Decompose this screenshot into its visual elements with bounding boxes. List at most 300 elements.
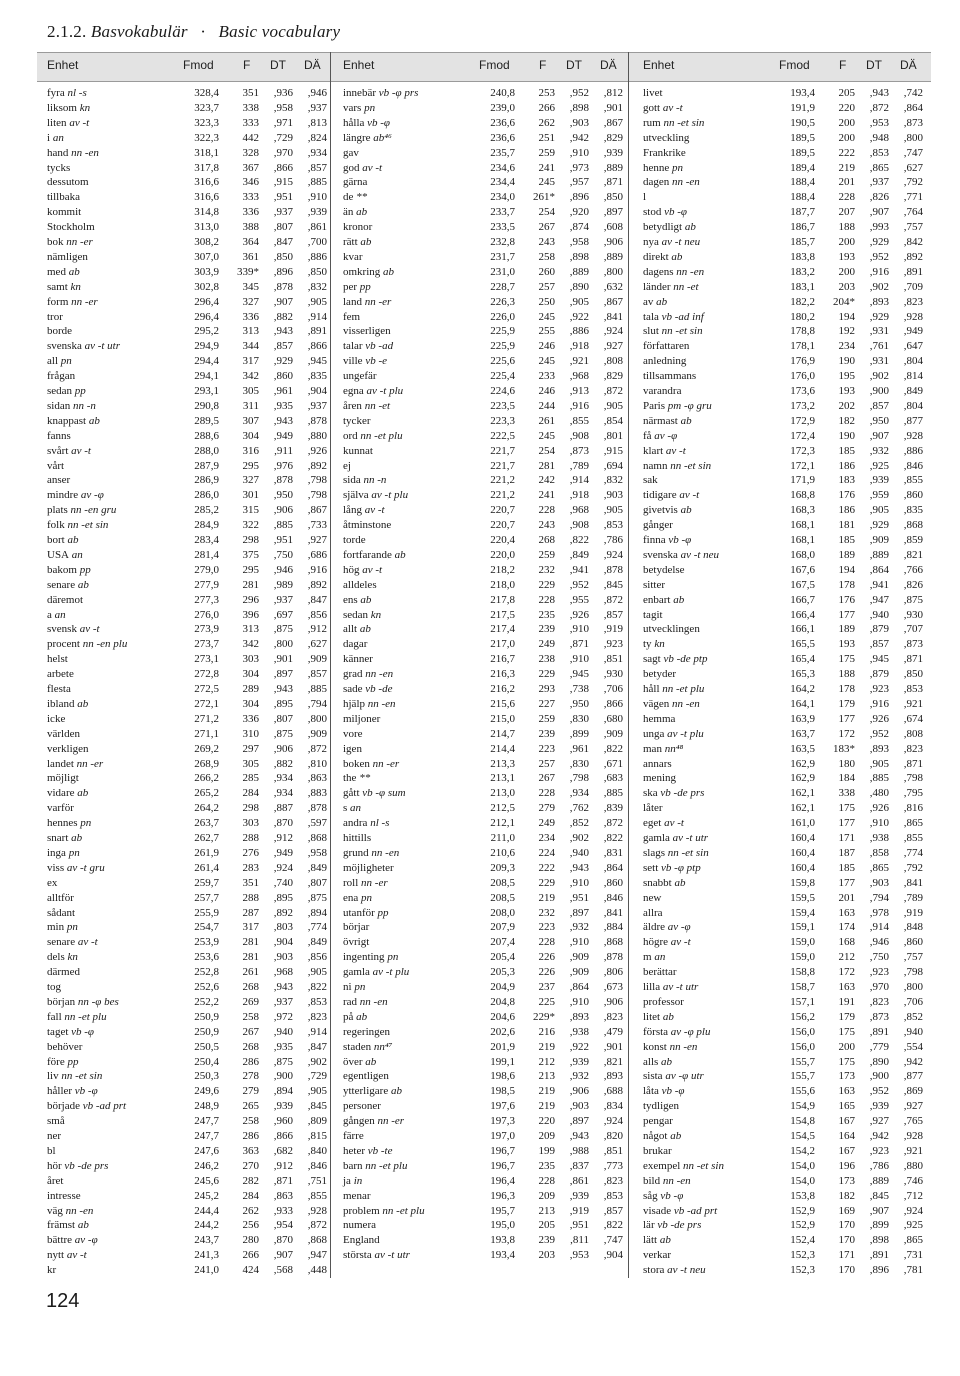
entry-fmod: 232,8: [490, 236, 515, 248]
entry-word: [343, 190, 367, 205]
entry-f: 234: [538, 832, 555, 844]
table-row: [343, 161, 633, 176]
table-row: [47, 563, 337, 578]
table-row: [343, 876, 633, 891]
entry-fmod: 246,2: [194, 1159, 219, 1172]
entry-da: ,673: [603, 981, 623, 993]
entry-fmod: 308,2: [194, 236, 219, 248]
entry-f: 200: [838, 1040, 855, 1053]
entry-f: 188: [838, 668, 855, 681]
entry-grammar: av -φ utr: [662, 1070, 704, 1083]
table-row: [343, 608, 633, 623]
table-row: [343, 116, 633, 131]
entry-fmod: 218,2: [490, 563, 515, 576]
header-enhet: Enhet: [643, 58, 675, 72]
entry-dt: ,918: [569, 489, 589, 502]
table-row: [47, 608, 337, 623]
entry-word: [47, 429, 71, 444]
entry-grammar: nn -en: [660, 1174, 691, 1187]
entry-grammar: nn -et plu: [379, 1204, 425, 1217]
entry-da: ,851: [603, 1144, 623, 1157]
table-row: [47, 1129, 337, 1144]
entry-fmod: 190,5: [790, 116, 815, 129]
entry-dt: ,943: [273, 683, 293, 695]
table-row: [343, 1129, 633, 1144]
entry-lemma: menar: [343, 1189, 371, 1202]
entry-lemma: fall: [47, 1010, 62, 1023]
entry-da: ,878: [307, 414, 327, 427]
entry-f: 279: [242, 1085, 259, 1098]
entry-f: 283: [242, 861, 259, 874]
entry-grammar: ab: [68, 832, 83, 844]
entry-word: [343, 131, 392, 146]
entry-da: ,829: [603, 131, 623, 144]
entry-dt: ,939: [569, 1189, 589, 1202]
entry-da: ,781: [903, 1264, 923, 1277]
entry-lemma: ville: [343, 355, 363, 368]
entry-fmod: 286,0: [194, 489, 219, 502]
entry-dt: ,873: [869, 1010, 889, 1023]
entry-word: [643, 473, 658, 488]
table-row: [643, 742, 933, 757]
entry-da: ,801: [603, 429, 623, 442]
entry-fmod: 294,4: [194, 355, 219, 368]
entry-da: ,824: [307, 131, 327, 144]
table-row: [47, 175, 337, 190]
entry-grammar: nl -s: [64, 87, 87, 99]
table-row: [47, 727, 337, 742]
table-row: [47, 235, 337, 250]
entry-f: 205: [838, 87, 855, 99]
entry-da: ,814: [903, 370, 923, 383]
table-row: [343, 906, 633, 921]
entry-fmod: 283,4: [194, 534, 219, 546]
entry-dt: ,697: [273, 608, 293, 621]
entry-fmod: 323,3: [194, 116, 219, 129]
table-row: [343, 131, 633, 146]
entry-da: ,842: [903, 236, 923, 248]
entry-fmod: 223,5: [490, 399, 515, 412]
entry-da: ,823: [603, 1010, 623, 1023]
entry-fmod: 261,4: [194, 861, 219, 874]
entry-word: [47, 384, 86, 399]
entry-grammar: pp: [72, 385, 86, 397]
table-row: [643, 1099, 933, 1114]
entry-fmod: 166,1: [790, 623, 815, 636]
entry-da: ,928: [903, 310, 923, 323]
table-row: [47, 473, 337, 488]
entry-f: 219: [538, 1040, 555, 1053]
entry-fmod: 196,7: [490, 1144, 515, 1157]
entry-f: 262: [242, 1204, 259, 1217]
table-row: [47, 652, 337, 667]
entry-word: [643, 146, 686, 161]
entry-lemma: barn: [343, 1159, 363, 1172]
entry-grammar: ab: [677, 414, 692, 427]
entry-f: 183: [838, 474, 855, 487]
entry-f: 342: [242, 638, 259, 651]
entry-f: 307: [242, 414, 259, 427]
entry-grammar: av -t utr: [81, 340, 121, 353]
entry-grammar: nn -er: [68, 295, 98, 308]
entry-da: ,923: [603, 638, 623, 651]
table-row: [343, 831, 633, 846]
entry-grammar: pn: [669, 161, 684, 174]
entry-dt: ,937: [273, 593, 293, 606]
entry-lemma: bättre: [47, 1234, 73, 1247]
entry-dt: ,968: [569, 370, 589, 383]
entry-da: ,891: [307, 325, 327, 338]
entry-da: ,688: [603, 1085, 623, 1098]
entry-da: ,804: [903, 399, 923, 412]
entry-f: 259: [538, 146, 555, 159]
entry-grammar: pn: [58, 355, 72, 368]
entry-lemma: borde: [47, 325, 73, 338]
table-row: [47, 488, 337, 503]
entry-lemma: rad: [343, 995, 358, 1008]
entry-da: ,901: [603, 1040, 623, 1053]
entry-da: ,831: [603, 846, 623, 859]
entry-f: 243: [538, 519, 555, 532]
entry-word: [643, 622, 700, 637]
entry-word: [643, 1233, 671, 1248]
entry-dt: ,906: [273, 504, 293, 517]
table-row: [643, 295, 933, 310]
table-row: [343, 652, 633, 667]
entry-f: 305: [242, 385, 259, 397]
entry-word: [343, 682, 392, 697]
entry-word: [643, 1010, 674, 1025]
entry-word: [47, 727, 80, 742]
entry-grammar: nn -er: [374, 1115, 405, 1128]
entry-f: 220: [538, 1115, 555, 1128]
entry-da: ,839: [603, 802, 623, 815]
entry-f: 288: [242, 832, 259, 844]
entry-da: ,857: [603, 1204, 623, 1217]
entry-f: 245: [538, 176, 555, 189]
entry-lemma: liten: [47, 116, 67, 129]
entry-dt: ,875: [273, 1055, 293, 1068]
entry-f: 223: [538, 921, 555, 934]
table-row: [343, 1233, 633, 1248]
entry-lemma: behöver: [47, 1040, 83, 1053]
entry-lemma: tycks: [47, 161, 71, 174]
entry-f: 212: [838, 951, 855, 964]
entry-fmod: 180,2: [790, 310, 815, 323]
entry-f: 333: [242, 116, 259, 129]
entry-dt: ,863: [273, 1189, 293, 1202]
entry-dt: ,915: [273, 176, 293, 189]
entry-word: [643, 1084, 685, 1099]
entry-word: [47, 205, 81, 220]
entry-dt: ,891: [869, 1249, 889, 1262]
entry-grammar: vb -de prs: [61, 1159, 109, 1172]
entry-word: [643, 131, 689, 146]
entry-word: [343, 950, 398, 965]
entry-da: ,800: [603, 265, 623, 278]
entry-dt: ,957: [569, 176, 589, 189]
entry-dt: ,794: [869, 891, 889, 904]
table-row: [643, 608, 933, 623]
entry-lemma: ens: [343, 593, 358, 606]
entry-f: 213: [538, 1070, 555, 1083]
table-row: [343, 1010, 633, 1025]
entry-f: 333: [242, 191, 259, 204]
entry-f: 229: [538, 578, 555, 591]
entry-lemma: egentligen: [343, 1070, 389, 1083]
entry-word: [47, 935, 98, 950]
entry-dt: ,889: [569, 265, 589, 278]
table-row: [343, 339, 633, 354]
entry-grammar: ab: [388, 1085, 402, 1098]
entry-dt: ,952: [869, 1085, 889, 1098]
entry-da: ,742: [903, 87, 923, 99]
entry-grammar: vb -te: [364, 1144, 393, 1157]
entry-dt: ,830: [569, 757, 589, 770]
entry-dt: ,988: [569, 1144, 589, 1157]
entry-da: ,841: [903, 876, 923, 889]
entry-word: [643, 354, 686, 369]
entry-grammar: av -t: [660, 101, 683, 114]
entry-lemma: landet: [47, 757, 74, 770]
entry-lemma: åren: [343, 399, 362, 412]
table-row: [343, 444, 633, 459]
entry-dt: ,958: [273, 101, 293, 114]
entry-f: 258: [538, 250, 555, 263]
entry-f: 295: [242, 563, 259, 576]
entry-lemma: mindre: [47, 489, 79, 502]
entry-grammar: nn -et sin: [667, 459, 712, 472]
entry-f: 167: [838, 1144, 855, 1157]
entry-dt: ,955: [569, 593, 589, 606]
table-row: [343, 965, 633, 980]
table-row: [343, 1144, 633, 1159]
entry-da: ,680: [603, 712, 623, 725]
entry-grammar: nn -et plu: [362, 1159, 408, 1172]
entry-lemma: dagens: [643, 265, 674, 278]
entry-word: [47, 891, 74, 906]
table-row: [643, 518, 933, 533]
entry-dt: ,902: [869, 370, 889, 383]
entry-f: 175: [838, 1025, 855, 1038]
entry-lemma: frågan: [47, 370, 76, 383]
entry-fmod: 162,1: [790, 787, 815, 800]
entry-da: ,877: [903, 414, 923, 427]
entry-f: 257: [538, 280, 555, 293]
entry-f: 256: [242, 1219, 259, 1232]
entry-lemma: kronor: [343, 221, 373, 234]
table-row: [47, 295, 337, 310]
entry-dt: ,893: [569, 1010, 589, 1023]
entry-lemma: ena: [343, 891, 359, 904]
entry-da: ,706: [903, 995, 923, 1008]
entry-dt: ,870: [273, 817, 293, 830]
entry-fmod: 217,0: [490, 638, 515, 651]
table-row: [643, 965, 933, 980]
entry-fmod: 201,9: [490, 1040, 515, 1053]
entry-da: ,878: [603, 951, 623, 964]
entry-lemma: tydligen: [643, 1100, 680, 1113]
entry-da: ,919: [603, 623, 623, 636]
entry-lemma: flesta: [47, 683, 71, 695]
entry-lemma: igen: [343, 742, 362, 755]
entry-word: [47, 146, 99, 161]
table-row: [643, 891, 933, 906]
entry-f: 200: [838, 131, 855, 144]
entry-word: [643, 101, 683, 116]
table-row: [643, 429, 933, 444]
entry-fmod: 154,0: [790, 1159, 815, 1172]
entry-f: 351: [242, 87, 259, 99]
entry-grammar: kn: [64, 951, 78, 964]
entry-f: 254: [538, 444, 555, 457]
table-row: [643, 1144, 933, 1159]
entry-dt: ,935: [273, 1040, 293, 1053]
entry-da: ,823: [903, 295, 923, 308]
entry-word: [643, 280, 699, 295]
header-dt: DT: [866, 58, 882, 72]
table-row: [643, 339, 933, 354]
entry-lemma: gått: [343, 787, 360, 800]
entry-f: 173: [838, 1070, 855, 1083]
entry-da: ,632: [603, 280, 623, 293]
entry-grammar: av -φ: [664, 921, 691, 934]
table-row: [643, 578, 933, 593]
entry-dt: ,870: [273, 1234, 293, 1247]
entry-da: ,849: [307, 861, 327, 874]
entry-da: ,800: [307, 712, 327, 725]
entry-fmod: 244,2: [194, 1219, 219, 1232]
entry-da: ,810: [307, 757, 327, 770]
entry-dt: ,906: [569, 1085, 589, 1098]
entry-da: ,869: [903, 1085, 923, 1098]
entry-lemma: utanför: [343, 906, 375, 919]
entry-da: ,940: [903, 1025, 923, 1038]
entry-lemma: låta: [643, 1085, 659, 1098]
entry-f: 207: [838, 206, 855, 219]
table-row: [643, 1025, 933, 1040]
entry-lemma: gott: [643, 101, 661, 114]
entry-fmod: 217,8: [490, 593, 515, 606]
entry-word: [643, 1248, 671, 1263]
entry-word: [343, 846, 399, 861]
entry-grammar: ab: [660, 1010, 674, 1023]
entry-dt: ,885: [273, 519, 293, 532]
entry-f: 232: [538, 906, 555, 919]
entry-lemma: på: [343, 1010, 354, 1023]
table-row: [47, 742, 337, 757]
entry-dt: ,568: [273, 1264, 293, 1277]
table-row: [47, 459, 337, 474]
entry-lemma: hjälp: [343, 697, 365, 710]
entry-fmod: 250,9: [194, 1025, 219, 1038]
table-row: [643, 459, 933, 474]
entry-dt: ,889: [869, 548, 889, 561]
entry-da: ,877: [903, 1070, 923, 1083]
entry-fmod: 294,1: [194, 370, 219, 383]
entry-word: [47, 1204, 93, 1219]
entry-fmod: 247,7: [194, 1115, 219, 1128]
entry-da: ,897: [603, 206, 623, 219]
entry-da: ,764: [903, 206, 923, 219]
entry-dt: ,857: [869, 638, 889, 651]
entry-word: [643, 920, 691, 935]
entry-dt: ,942: [869, 1130, 889, 1142]
entry-lemma: icke: [47, 712, 66, 725]
entry-dt: ,910: [569, 995, 589, 1008]
table-row: [47, 369, 337, 384]
entry-lemma: möjligt: [47, 772, 79, 785]
entry-word: [643, 1189, 683, 1204]
entry-fmod: 250,9: [194, 1010, 219, 1023]
table-row: [343, 190, 633, 205]
entry-dt: ,961: [569, 742, 589, 755]
entry-fmod: 154,2: [790, 1144, 815, 1157]
table-row: [643, 280, 933, 295]
entry-word: [343, 101, 375, 116]
entry-dt: ,850: [273, 250, 293, 263]
entry-da: ,849: [307, 936, 327, 949]
entry-lemma: ska: [643, 787, 658, 800]
header-fmod: Fmod: [779, 58, 810, 72]
entry-lemma: gången: [343, 1115, 375, 1128]
entry-dt: ,903: [569, 1100, 589, 1113]
entry-dt: ,740: [273, 876, 293, 889]
entry-dt: ,949: [273, 429, 293, 442]
entry-dt: ,927: [869, 1115, 889, 1128]
entry-f: 177: [838, 608, 855, 621]
entry-f: 293: [538, 683, 555, 695]
table-row: [47, 1174, 337, 1189]
entry-grammar: pn: [65, 846, 80, 859]
entry-dt: ,910: [869, 817, 889, 830]
entry-fmod: 234,4: [490, 176, 515, 189]
entry-f: 295: [242, 459, 259, 472]
entry-word: [343, 1248, 410, 1263]
entry-grammar: ab: [670, 593, 685, 606]
entry-da: ,597: [307, 817, 327, 830]
table-row: [343, 175, 633, 190]
entry-f: 171: [838, 832, 855, 844]
entry-lemma: utveckling: [643, 131, 690, 144]
table-row: [643, 1084, 933, 1099]
entry-da: ,894: [307, 906, 327, 919]
entry-fmod: 155,7: [790, 1055, 815, 1068]
entry-word: [643, 816, 684, 831]
table-row: [343, 1174, 633, 1189]
entry-dt: ,738: [569, 683, 589, 695]
entry-word: [643, 235, 700, 250]
table-row: [343, 1189, 633, 1204]
entry-word: [47, 116, 89, 131]
entry-f: 255: [538, 325, 555, 338]
entry-dt: ,865: [869, 861, 889, 874]
entry-dt: ,897: [569, 1115, 589, 1128]
entry-word: [343, 1069, 389, 1084]
entry-word: [643, 220, 696, 235]
entry-lemma: vidare: [47, 787, 75, 800]
entry-fmod: 189,5: [790, 131, 815, 144]
entry-da: ,852: [903, 1010, 923, 1023]
entry-fmod: 178,8: [790, 325, 815, 338]
entry-word: [343, 995, 388, 1010]
entry-da: ,885: [603, 787, 623, 800]
entry-word: [47, 1040, 82, 1055]
entry-f: 200: [838, 265, 855, 278]
entry-f: 281: [538, 459, 555, 472]
entry-word: [47, 757, 103, 772]
entry-word: [343, 816, 389, 831]
